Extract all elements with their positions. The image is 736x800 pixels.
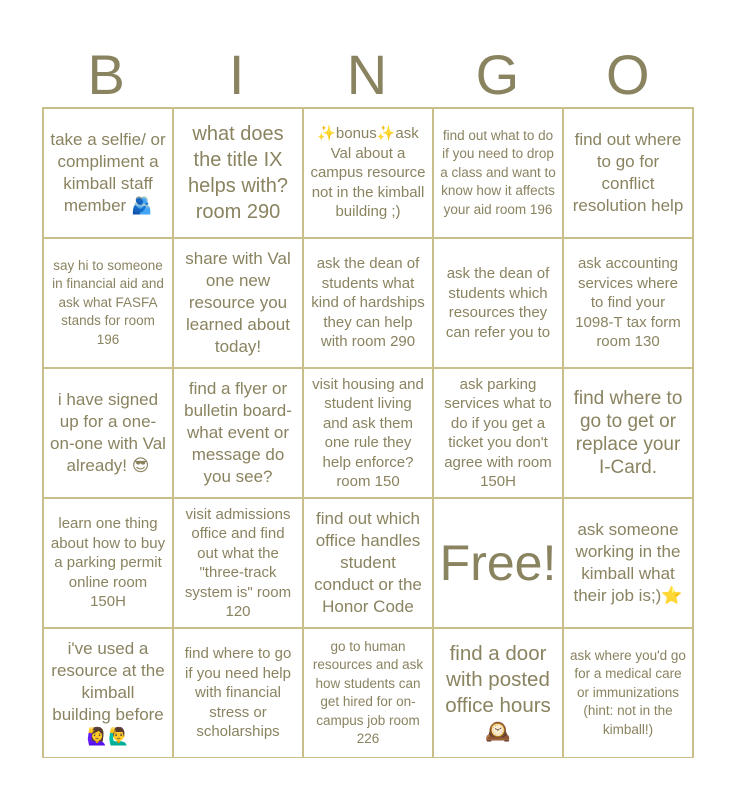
bingo-cell-text: i've used a resource at the kimball building before 🙋‍♀️🙋‍♂️ (51, 639, 165, 746)
bingo-cell-text: visit admissions office and find out what the "three-track system is" room 120 (184, 505, 292, 620)
bingo-cell[interactable] (43, 238, 173, 368)
bingo-cell-text: share with Val one new resource you learned about today! (185, 249, 291, 356)
bingo-cell-text: what does the title IX helps with? room 290 (187, 123, 289, 223)
bingo-cell[interactable] (173, 498, 303, 628)
bingo-cell[interactable] (303, 628, 433, 758)
bingo-cell-text: learn one thing about how to buy a parking permit online room 150H (50, 515, 166, 611)
bingo-cell-text: ask accounting services where to find your 1098-T tax form room 130 (575, 255, 681, 351)
bingo-cell[interactable] (563, 628, 693, 758)
bingo-cell[interactable] (173, 108, 303, 238)
bingo-cell[interactable] (563, 368, 693, 498)
bingo-cell[interactable] (433, 368, 563, 498)
bingo-cell-text: find where to go if you need help with financial stress or scholarships (184, 645, 292, 741)
bingo-cell-text: ask the dean of students what kind of hardships they can help with room 290 (311, 255, 425, 351)
bingo-cell[interactable] (433, 108, 563, 238)
bingo-cell-text: find a flyer or bulletin board- what event or message do you see? (184, 379, 292, 486)
header-letter-g: G (475, 43, 522, 106)
bingo-cell[interactable] (43, 628, 173, 758)
bingo-cell-text: find out where to go for conflict resolution help (572, 130, 684, 215)
header-letter-b: B (87, 43, 127, 106)
bingo-cell[interactable] (303, 368, 433, 498)
bingo-cell-text: ask where you'd go for a medical care or immunizations (hint: not in the kimball!) (570, 647, 686, 737)
bingo-cell[interactable] (173, 238, 303, 368)
bingo-cell[interactable] (303, 238, 433, 368)
free-space-label: Free! (439, 535, 557, 591)
header-letter-i: I (228, 43, 247, 106)
bingo-cell[interactable] (43, 498, 173, 628)
header-letter-o: O (606, 43, 652, 106)
bingo-cell-text: find out what to do if you need to drop a class and want to know how it affects your aid room 196 (440, 127, 556, 217)
bingo-cell-free[interactable] (433, 498, 563, 628)
bingo-cell-text: find out which office handles student conduct or the Honor Code (314, 509, 422, 616)
bingo-cell-text: ✨bonus✨ask Val about a campus resource not in the kimball building ;) (310, 125, 426, 221)
bingo-cell[interactable] (303, 108, 433, 238)
bingo-cell-text: ask parking services what to do if you get a ticket you don't agree with room 150H (444, 375, 552, 490)
bingo-header (42, 40, 694, 110)
bingo-cell[interactable] (43, 108, 173, 238)
bingo-cell[interactable] (433, 238, 563, 368)
bingo-cell[interactable] (43, 368, 173, 498)
bingo-cell-text: visit housing and student living and ask them one rule they help enforce? room 150 (312, 375, 424, 490)
bingo-cell-text: i have signed up for a one-on-one with Val already! 😎 (50, 390, 166, 475)
bingo-cell-text: go to human resources and ask how students can get hired for on-campus job room 226 (312, 638, 424, 746)
bingo-cell[interactable] (173, 368, 303, 498)
bingo-cell[interactable] (173, 628, 303, 758)
bingo-cell-text: find a door with posted office hours 🕰️ (445, 642, 551, 743)
bingo-cell-text: ask someone working in the kimball what their job is;)⭐ (573, 520, 683, 605)
bingo-cell-text: ask the dean of students which resources they can refer you to (445, 265, 551, 341)
bingo-cell-text: find where to go to get or replace your I-Card. (573, 388, 683, 478)
bingo-cell-text: say hi to someone in financial aid and ask what FASFA stands for room 196 (52, 257, 164, 347)
bingo-cell[interactable] (563, 108, 693, 238)
bingo-cell[interactable] (563, 238, 693, 368)
bingo-cell-text: take a selfie/ or compliment a kimball staff member 🫂 (50, 130, 166, 215)
bingo-board (42, 107, 694, 758)
bingo-cell[interactable] (563, 498, 693, 628)
bingo-cell[interactable] (303, 498, 433, 628)
bingo-cell[interactable] (433, 628, 563, 758)
header-letter-n: N (346, 43, 390, 106)
